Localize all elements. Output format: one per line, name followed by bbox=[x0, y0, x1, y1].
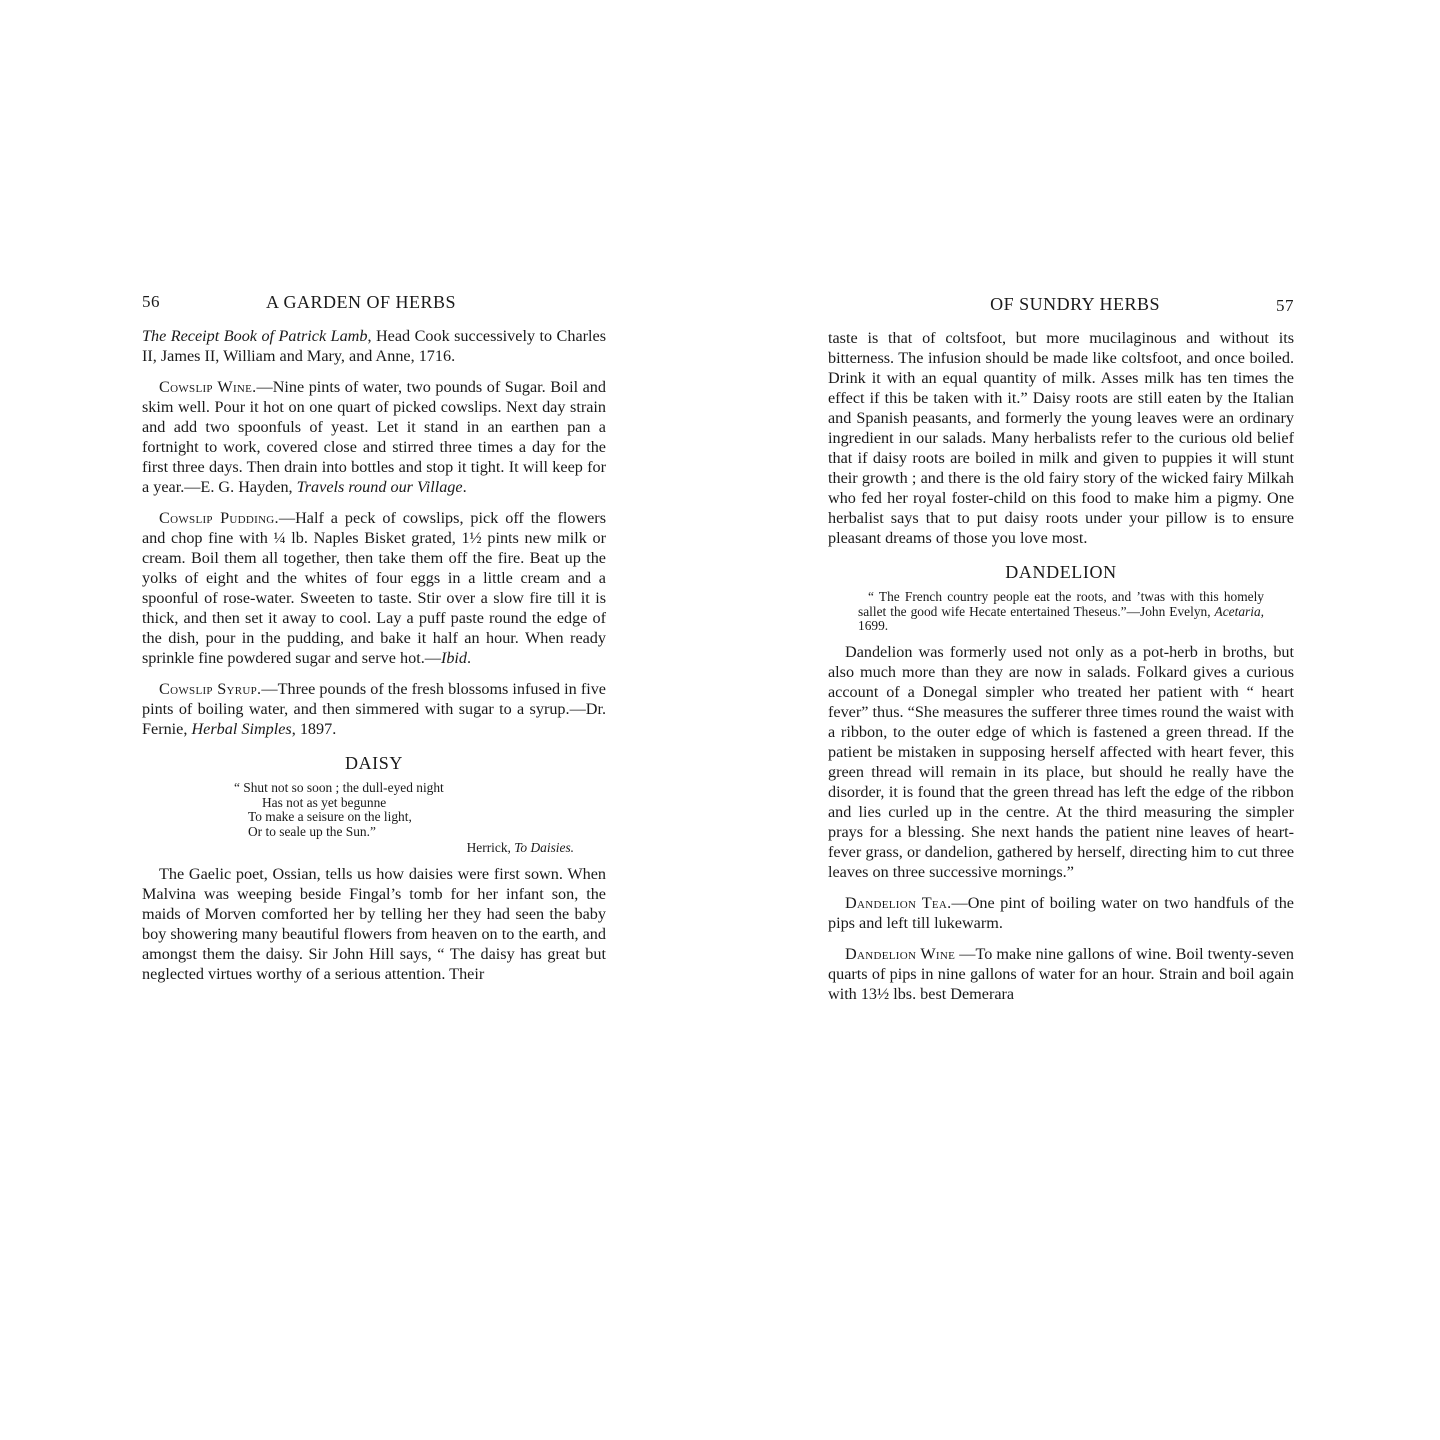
daisy-heading: DAISY bbox=[344, 753, 403, 773]
cowslip-wine-source: Travels round our Village bbox=[296, 478, 463, 496]
cowslip-wine-text: —Nine pints of water, two pounds of Sugar. Boil and skim well. Pour it hot on one quart of picked cowslips. Next day strain and add two spoonfuls of yeast. Let it stand in an earthen pan a fortnight to work, covered close and stirred three times a day for the first three days. Then drain into bottles and stop it tight. It will keep for a year.—E. G. Hayden, bbox=[142, 378, 606, 496]
receipt-book-text: , Head Cook successively to Charles II, James II, William and Mary, and Anne, 1716. bbox=[142, 327, 606, 365]
cowslip-pudding-text: —Half a peck of cowslips, pick off the flowers and chop fine with ¼ lb. Naples Bisket grated, 1½ pints new milk or cream. Boil them all together, then take them off the fire. Beat up the yolks of eight and the whites of four eggs in a little cream and a spoonful of rose-water. Sweeten to taste. Stir over a slow fire till it is thick, and then set it away to cool. Lay a puff paste round the edge of the dish, pour in the pudding, and bake it half an hour. When ready sprinkle fine powdered sugar and serve hot.— bbox=[142, 509, 606, 667]
verse-line: Or to seale up the Sun.” bbox=[248, 823, 376, 839]
dandelion-wine-text: —To make nine gallons of wine. Boil twenty-seven quarts of pips in nine gallons of water for an hour. Strain and boil again with 13½ lbs. best Demerara bbox=[828, 944, 1294, 1003]
right-page bbox=[828, 294, 1294, 1015]
dandelion-tea-text: —One pint of boiling water on two handfuls of the pips and left till lukewarm. bbox=[828, 893, 1294, 932]
dandelion-epigraph bbox=[828, 590, 1294, 634]
left-page bbox=[142, 292, 606, 995]
dandelion-wine-heading: Dandelion Wine bbox=[845, 944, 956, 963]
attribution-title: To Daisies. bbox=[514, 840, 574, 855]
dandelion-heading: DANDELION bbox=[1005, 562, 1117, 582]
cowslip-pudding-end: . bbox=[467, 649, 472, 667]
cowslip-pudding-source: Ibid bbox=[440, 649, 468, 667]
running-title-right: OF SUNDRY HERBS bbox=[990, 294, 1160, 314]
cowslip-wine-end: . bbox=[462, 478, 467, 496]
dandelion-epigraph-source: Acetaria, bbox=[1214, 603, 1264, 619]
dandelion-body-paragraph: Dandelion was formerly used not only as a pot-herb in broths, but also much more than they are now in salads. Folkard gives a curious account of a Donegal simpler who treated her patient with “ heart fever” thus. “She measures the sufferer three times round the waist with a ribbon, to the outer edge of which is fastened a green thread. If the patient be mistaken in supposing herself affected with heart fever, this green thread will remain in its place, but should he really have the disorder, it is found that the green thread has left the edge of the ribbon and lies curled up in the centre. At the third measuring the simpler prays for a blessing. She next hands the patient nine leaves of heart-fever grass, or dandelion, gathered by herself, directing him to cut three leaves on three successive mornings.” bbox=[828, 642, 1294, 881]
verse-line: Has not as yet begunne bbox=[262, 794, 387, 810]
page-number-right: 57 bbox=[1276, 296, 1294, 315]
receipt-book-title: The Receipt Book of Patrick Lamb bbox=[142, 327, 368, 345]
page-number-left: 56 bbox=[142, 292, 160, 311]
running-title-left: A GARDEN OF HERBS bbox=[266, 292, 457, 312]
dandelion-tea-heading: Dandelion Tea. bbox=[845, 893, 952, 912]
verse-line: “ Shut not so soon ; the dull-eyed night bbox=[234, 780, 444, 795]
attribution-author: Herrick, bbox=[466, 840, 515, 855]
daisy-continuation-paragraph: taste is that of coltsfoot, but more mucilaginous and without its bitterness. The infusion should be made like coltsfoot, and once boiled. Drink it with an equal quantity of milk. Asses milk has ten times the effect if this be taken with it.” Daisy roots are still eaten by the Italian and Spanish peasants, and formerly the young leaves were an ordinary ingredient in our salads. Many herbalists refer to the curious old belief that if daisy roots are boiled in milk and given to puppies it will stunt their growth ; and there is the old fairy story of the wicked fairy Milkah who fed her royal foster-child on this food to make him a pigmy. One herbalist says that to put daisy roots under your pillow is to ensure pleasant dreams of those you love most. bbox=[828, 329, 1294, 547]
cowslip-syrup-paragraph bbox=[142, 679, 606, 739]
cowslip-syrup-source: Herbal Simples bbox=[191, 720, 292, 738]
right-running-head bbox=[828, 294, 1294, 328]
cowslip-pudding-paragraph bbox=[142, 508, 606, 668]
receipt-book-paragraph bbox=[142, 326, 606, 366]
dandelion-epigraph-year: 1699. bbox=[858, 618, 889, 633]
dandelion-tea-paragraph bbox=[828, 893, 1294, 933]
daisy-epigraph bbox=[142, 781, 606, 856]
left-running-head bbox=[142, 292, 606, 326]
cowslip-syrup-end: , 1897. bbox=[291, 720, 337, 738]
cowslip-syrup-text: —Three pounds of the fresh blossoms infused in five pints of boiling water, and then simmered with sugar to a syrup.—Dr. Fernie, bbox=[142, 680, 606, 738]
dandelion-wine-paragraph bbox=[828, 944, 1294, 1004]
cowslip-wine-heading: Cowslip Wine. bbox=[159, 378, 257, 396]
daisy-body-paragraph: The Gaelic poet, Ossian, tells us how daisies were first sown. When Malvina was weeping beside Fingal’s tomb for her infant son, the maids of Morven comforted her by telling her they had seen the baby boy showering many beautiful flowers from heaven on to the earth, and amongst them the daisy. Sir John Hill says, “ The daisy has great but neglected virtues worthy of a serious attention. Their bbox=[142, 864, 606, 983]
cowslip-syrup-heading: Cowslip Syrup. bbox=[159, 680, 262, 698]
daisy-attribution bbox=[234, 841, 606, 856]
cowslip-pudding-heading: Cowslip Pudding. bbox=[159, 509, 279, 527]
dandelion-epigraph-text: “ The French country people eat the roots, and ’twas with this homely sallet the good wife Hecate entertained Theseus.”—John Evelyn, bbox=[858, 589, 1264, 619]
verse-line: To make a seisure on the light, bbox=[248, 809, 412, 824]
cowslip-wine-paragraph bbox=[142, 377, 606, 497]
